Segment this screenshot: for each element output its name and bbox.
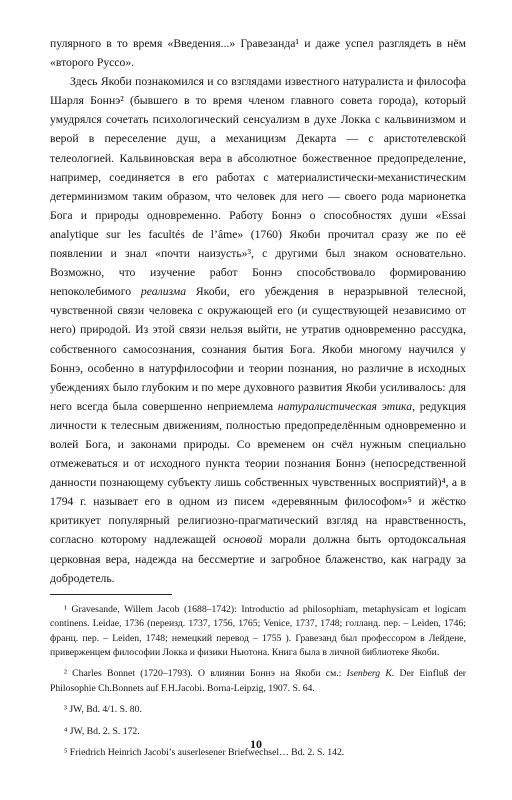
emphasis-foundation: основой — [223, 533, 263, 547]
text-run: Der Einfluß der Philosophie Ch.Bonnets auf F.H.Jacobi. Borna-Leipzig, 1907. S. 64. — [50, 668, 467, 694]
footnote-5: ⁵ Friedrich Heinrich Jacobi’s auserlesener Briefwechsel… Bd. 2. S. 142. — [64, 746, 345, 758]
paragraph-continuation: пулярного в то время «Введения...» Гравезанда¹ и даже успел разглядеть в нём «второго Руссо». — [50, 37, 466, 70]
footnote-separator — [50, 594, 172, 595]
footnote-4: ⁴ JW, Bd. 2. S. 172. — [64, 725, 140, 737]
main-text — [50, 34, 466, 588]
text-run: морали должна быть ортодоксальная церковная вера, надежда на бессмертие и загробное блаженство, как награду за добродетель. — [50, 533, 466, 585]
text-run: , редукция личности к телесным движениям, полностью предопределённым одновременно и волей Бога, и законами природы. Со временем он счёл нужным специально отмежеваться и от исходного пункта теории познания Боннэ (непосредственной данности познающему субъекту лишь собственных чувственных восприятий)⁴, а в 1794 г. называет его в одном из писем «деревянным философом»⁵ и жёстко критикует популярный религиозно-прагматический взгляд на нравственность, согласно которому надлежащей — [50, 399, 466, 547]
book-page — [50, 34, 466, 774]
paragraph-bonnet — [50, 72, 466, 588]
emphasis-naturalist-ethics: натуралистическая этика — [277, 399, 413, 413]
footnote-2 — [50, 667, 466, 696]
text-run: Здесь Якоби познакомился и со взглядами известного натуралиста и философа Шарля Боннэ² (бывшего в то время членом главного совета города), который умудрялся сочетать психологический сенсуализм в духе Локка с кальвинизмом и верой в переселение душ, а механицизм Декарта — с аристотелевской телеологией. Кальвиновская вера в абсолютное божественное предопределение, например, соединяется в его работах с материалистически-механистическим детерминизмом таким образом, что человек для него — своего рода марионетка Бога и природы одновременно. Работу Боннэ о способностях души «Essai analytique sur les facultés de l’âme» (1760) Якоби прочитал сразу же по её появлении и знал «почти наизусть»³, с другими был знаком основательно. Возможно, что изучение работ Боннэ способствовало формированию непоколебимого — [50, 75, 466, 299]
text-run: Якоби, его убеждения в неразрывной телесной, чувственной связи человека с окружающей его (и существующей независимо от него) природой. Из этой связи нельзя выйти, не утратив одновременно рассудка, собственного самосознания, сознания бытия Бога. Якоби многому научился у Боннэ, особенно в натурфилософии и теории познания, но различие в исходных убеждениях было глубоким и по мере духовного развития Якоби усиливалось: для него всегда была совершенно неприемлема — [50, 285, 466, 413]
footnote-1: ¹ Gravesande, Willem Jacob (1688–1742): Introductio ad philosophiam, metaphysicam et logicam continens. Leidae, 1736 (переизд. 1737, 1756, 1765; Venice, 1737, 1748; голланд. пер. – Leiden, 1746; франц. пер. – Leiden, 1748; немецкий перевод – 1755 ). Гравезанд был профессором в Лейдене, приверженцем философии Локка и физики Ньютона. Книга была в личной библиотеке Якоби. — [50, 603, 466, 658]
text-run: ² Charles Bonnet (1720–1793). О влиянии Боннэ на Якоби см.: — [64, 668, 347, 680]
page-number: 10 — [250, 737, 262, 751]
footnote-3: ³ JW, Bd. 4/1. S. 80. — [64, 704, 142, 716]
footnote-author: Isenberg K. — [346, 668, 395, 680]
emphasis-realism: реализма — [140, 285, 187, 299]
